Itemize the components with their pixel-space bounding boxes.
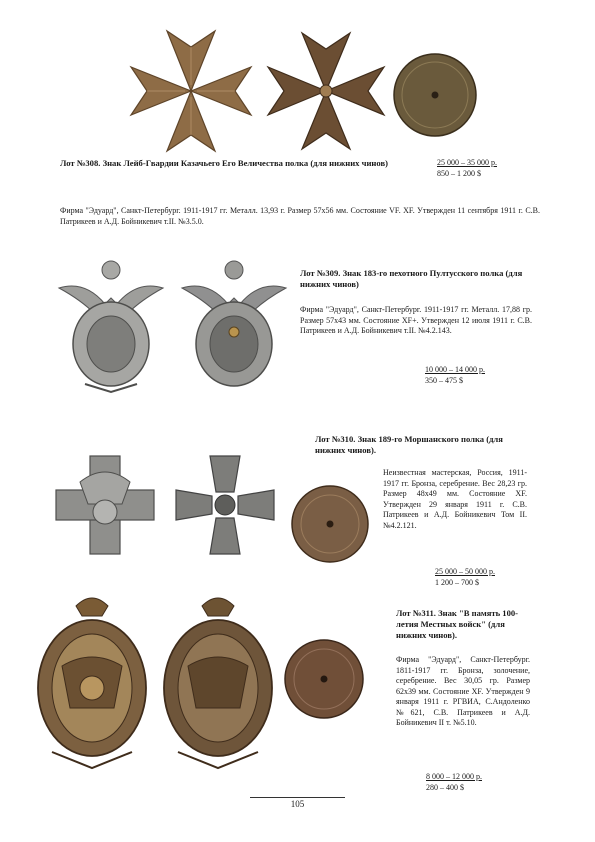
lot-308-cross-front-image [125,25,257,157]
lot-310-description: Неизвестная мастерская, Россия, 1911-1917 гг. Бронза, серебрение. Вес 28,23 гр. Размер 48x49 мм. Состояние XF. Утвержден 29 января 1911 г. С.В. Патрикеев и А.Д. Бойникевич Том II. №4.2.121. [383,468,527,530]
lot-311-description: Фирма "Эдуард", Санкт-Петербург. 1811-1917 гг. Бронза, золочение, серебрение. Вес 30,05 гр. Размер 62x39 мм. Состояние XF. Утвержден 9 января 1911 г. РГВИА, С.Андоленко №621, С.В. Патрикеев и А.Д. Бойникевич II т. №5.10. [396,655,530,727]
lot-310-cross-front-image [52,452,158,558]
lot-311-screw-plate-image [283,638,365,720]
lot-310-price-usd: 1 200 – 700 $ [435,577,479,587]
lot-308-price [437,158,537,179]
lot-311-badge-front-image [32,592,152,772]
lot-309-description: Фирма "Эдуард", Санкт-Петербург. 1911-1917 гг. Металл. 17,88 гр. Размер 57x43 мм. Состояние XF+. Утвержден 12 июля 1911 г. С.В. Патрикеев и А.Д. Бойникевич т.II. №4.2.143. [300,305,532,335]
lot-308-description: Фирма "Эдуард", Санкт-Петербург. 1911-1917 гг. Металл. 13,93 г. Размер 57х56 мм. Состояние VF. XF. Утвержден 11 сентября 1911 г. С.В. Патрикеев и А.Д. Бойникевич т.II. №3.5.0. [60,206,540,226]
lot-309-price-usd: 350 – 475 $ [425,375,463,385]
lot-309-badge-front-image [55,258,167,394]
lot-308-price-usd: 850 – 1 200 $ [437,168,481,178]
footer-rule [250,797,345,798]
lot-311-price-usd: 280 – 400 $ [426,782,464,792]
lot-310-cross-back-image [172,452,278,558]
lot-310-title: Лот №310. Знак 189-го Моршанского полка (для нижних чинов). [315,434,503,455]
lot-311-price [426,772,526,793]
lot-308-price-rub: 25 000 – 35 000 р. [437,158,497,167]
page-number: 105 [290,799,305,809]
lot-310-screw-plate-image [290,484,370,564]
lot-311-title: Лот №311. Знак "В память 100-летия Местных войск" (для нижних чинов). [396,608,519,640]
lot-309-badge-back-image [178,258,290,394]
lot-311-price-rub: 8 000 – 12 000 р. [426,772,482,781]
lot-311-badge-back-image [158,592,278,772]
lot-309-title: Лот №309. Знак 183-го пехотного Пултусского полка (для нижних чинов) [300,268,523,289]
lot-310-price-rub: 25 000 – 50 000 р. [435,567,495,576]
lot-308-screw-plate-image [392,52,478,138]
lot-308-title: Лот №308. Знак Лейб-Гвардии Казачьего Его Величества полка (для нижних чинов) [60,158,388,168]
lot-308-cross-back-image [262,27,390,155]
lot-310-price [435,567,535,588]
lot-309-price-rub: 10 000 – 14 000 р. [425,365,485,374]
lot-309-price [425,365,535,386]
